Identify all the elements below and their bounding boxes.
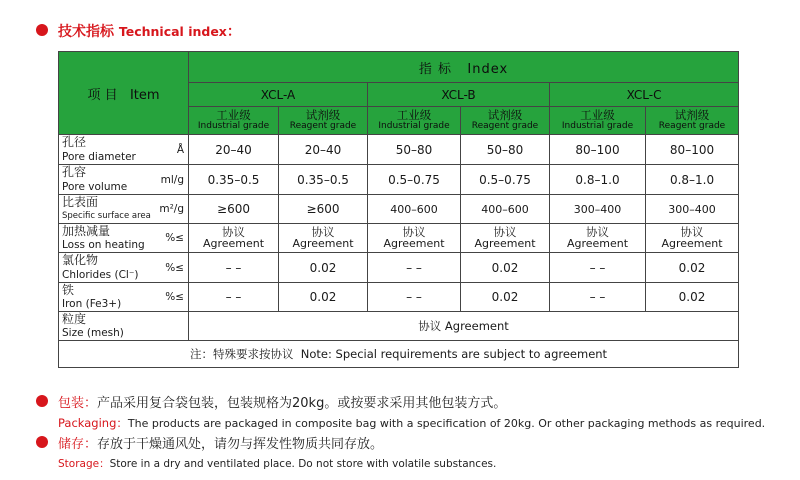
table-note: 注：特殊要求按协议 Note: Special requirements are subject to agreement [59,341,739,368]
value-cell: 0.5–0.75 [368,165,461,195]
value-cell: 400–600 [368,195,461,224]
value-cell: 300–400 [550,195,646,224]
value-cell: 80–100 [550,135,646,165]
storage-label-cn: 储存： [58,437,98,452]
row-label: 粒度 Size (mesh) [59,312,189,341]
value-cell: 0.02 [646,283,739,312]
packaging-label-en: Packaging： [58,416,128,430]
row-label: 铁 Iron (Fe3+) %≤ [59,283,189,312]
value-cell: 协议 Agreement [461,224,550,253]
value-cell: 协议 Agreement [646,224,739,253]
row-label: 加热减量 Loss on heating %≤ [59,224,189,253]
item-header: 项 目 Item [59,52,189,135]
row-label: 比表面 Specific surface area m²/g [59,195,189,224]
bullet-dot-icon [36,436,48,448]
value-cell: 协议 Agreement [550,224,646,253]
value-cell: 300–400 [646,195,739,224]
value-cell: 0.35–0.5 [189,165,279,195]
grade-cell: 工业级 Industrial grade [368,107,461,135]
value-cell: 50–80 [368,135,461,165]
row-label: 氯化物 Chlorides (Cl⁻) %≤ [59,253,189,283]
bullet-dot-icon [36,395,48,407]
table-row-pore-diameter [59,135,739,165]
row-label: 孔径 Pore diameter Å [59,135,189,165]
packaging-en [58,415,765,431]
value-cell: 0.02 [279,253,368,283]
value-cell: – – [550,283,646,312]
storage-text-en: Store in a dry and ventilated place. Do not store with volatile substances. [109,458,497,470]
value-cell: ≥600 [279,195,368,224]
table-row-loss-on-heating [59,224,739,253]
packaging-text-cn: 产品采用复合袋包装，包装规格为20kg。或按要求采用其他包装方式。 [97,396,507,411]
value-cell: 协议 Agreement [189,312,739,341]
value-cell: 20–40 [189,135,279,165]
group-xcl-b: XCL-B [368,83,550,107]
value-cell: 0.35–0.5 [279,165,368,195]
packaging-cn [58,392,506,411]
value-cell: – – [189,283,279,312]
grade-cell: 试剂级 Reagent grade [279,107,368,135]
value-cell: 400–600 [461,195,550,224]
table-row-iron [59,283,739,312]
section-heading [58,21,241,41]
index-header: 指 标 Index [189,52,739,83]
value-cell: ≥600 [189,195,279,224]
bullet-dot-icon [36,24,48,36]
table-row-pore-volume [59,165,739,195]
value-cell: 20–40 [279,135,368,165]
row-label: 孔容 Pore volume ml/g [59,165,189,195]
heading-colon: ： [226,24,241,40]
storage-cn [58,433,383,452]
header-row-index [59,52,739,83]
value-cell: – – [368,283,461,312]
table-row-size [59,312,739,341]
value-cell: 0.02 [461,253,550,283]
group-xcl-c: XCL-C [550,83,739,107]
storage-text-cn: 存放于干燥通风处，请勿与挥发性物质共同存放。 [97,437,384,452]
value-cell: – – [368,253,461,283]
value-cell: 协议 Agreement [368,224,461,253]
table-row-note [59,341,739,368]
storage-label-en: Storage： [58,458,110,470]
value-cell: 0.02 [279,283,368,312]
heading-cn: 技术指标 [58,24,114,40]
value-cell: 50–80 [461,135,550,165]
packaging-label-cn: 包装： [58,396,98,411]
group-xcl-a: XCL-A [189,83,368,107]
value-cell: 协议 Agreement [189,224,279,253]
grade-cell: 试剂级 Reagent grade [461,107,550,135]
grade-cell: 试剂级 Reagent grade [646,107,739,135]
value-cell: 协议 Agreement [279,224,368,253]
technical-index-table [58,51,739,368]
value-cell: – – [189,253,279,283]
grade-cell: 工业级 Industrial grade [189,107,279,135]
storage-en [58,456,496,471]
table-row-chlorides [59,253,739,283]
packaging-text-en: The products are packaged in composite bag with a specification of 20kg. Or other packaging methods as required. [127,417,766,430]
value-cell: 0.02 [461,283,550,312]
grade-cell: 工业级 Industrial grade [550,107,646,135]
value-cell: 80–100 [646,135,739,165]
value-cell: 0.8–1.0 [550,165,646,195]
value-cell: 0.5–0.75 [461,165,550,195]
value-cell: 0.8–1.0 [646,165,739,195]
value-cell: 0.02 [646,253,739,283]
heading-en: Technical index [118,24,227,39]
table-row-surface-area [59,195,739,224]
value-cell: – – [550,253,646,283]
